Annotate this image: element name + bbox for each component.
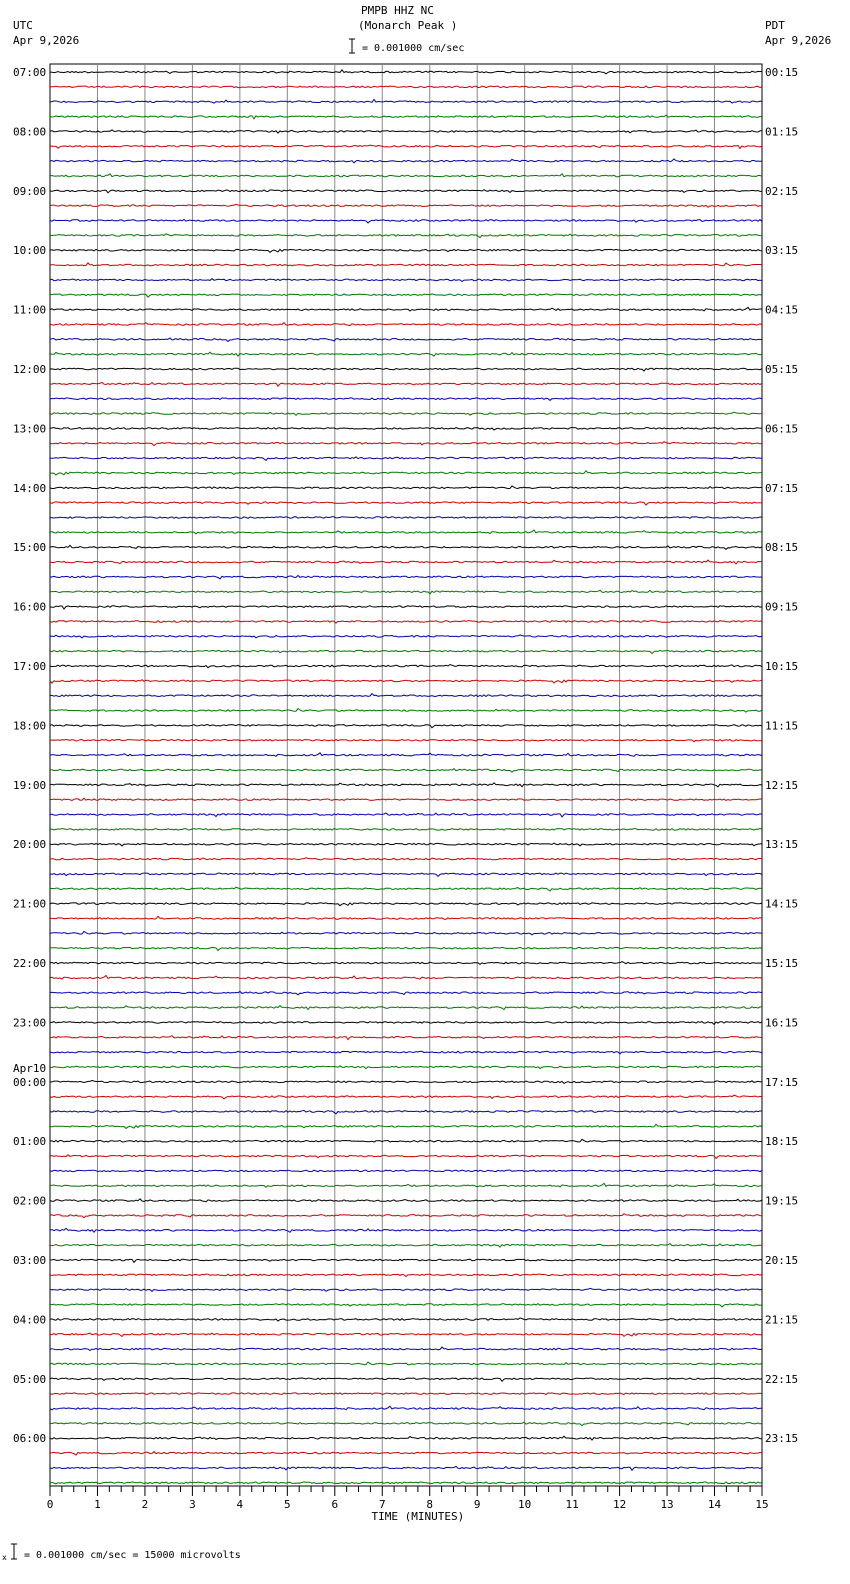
- trace-line: [50, 798, 762, 800]
- trace-line: [50, 130, 762, 133]
- local-hour-label: 08:15: [765, 541, 799, 555]
- trace-line: [50, 338, 762, 342]
- local-hour-label: 18:15: [765, 1135, 799, 1149]
- local-hour-label: 03:15: [765, 244, 799, 258]
- x-tick-label: 0: [46, 1498, 54, 1511]
- trace-line: [50, 665, 762, 668]
- x-tick-label: 4: [236, 1498, 244, 1511]
- trace-line: [50, 590, 762, 594]
- utc-hour-label: 15:00: [13, 541, 47, 555]
- trace-line: [50, 1170, 762, 1172]
- trace-line: [50, 1393, 762, 1395]
- trace-line: [50, 234, 762, 238]
- x-tick-label: 1: [94, 1498, 101, 1511]
- trace-line: [50, 1318, 762, 1321]
- trace-line: [50, 1199, 762, 1202]
- trace-line: [50, 368, 762, 371]
- utc-hour-label: 05:00: [13, 1372, 47, 1386]
- local-hour-label: 07:15: [765, 481, 799, 495]
- utc-hour-label: 02:00: [13, 1194, 47, 1208]
- x-tick-label: 2: [141, 1498, 149, 1511]
- trace-line: [50, 382, 762, 386]
- trace-line: [50, 1080, 762, 1083]
- trace-line: [50, 1036, 762, 1040]
- date-change-label: Apr10: [13, 1061, 47, 1075]
- local-hour-label: 16:15: [765, 1016, 799, 1030]
- trace-line: [50, 1304, 762, 1307]
- trace-line: [50, 873, 762, 876]
- x-axis: [47, 1486, 769, 1523]
- trace-line: [50, 769, 762, 773]
- trace-line: [50, 621, 762, 623]
- utc-hour-label: 00:00: [13, 1075, 47, 1089]
- trace-line: [50, 517, 762, 519]
- trace-line: [50, 1378, 762, 1381]
- local-hour-label: 15:15: [765, 957, 799, 970]
- scale-label: = 0.001000 cm/sec: [362, 43, 465, 54]
- trace-line: [50, 502, 762, 505]
- trace-line: [50, 843, 762, 846]
- utc-hour-label: 07:00: [13, 66, 47, 79]
- local-hour-label: 19:15: [765, 1194, 799, 1208]
- utc-hour-label: 22:00: [13, 957, 47, 970]
- trace-line: [50, 1183, 762, 1187]
- local-hour-labels: [765, 66, 798, 1445]
- local-hour-label: 22:15: [765, 1372, 799, 1386]
- utc-hour-label: 12:00: [13, 363, 47, 376]
- x-tick-label: 6: [331, 1498, 339, 1511]
- trace-line: [50, 486, 762, 489]
- utc-hour-label: 23:00: [13, 1016, 47, 1030]
- trace-line: [50, 753, 762, 757]
- footer-scale-bar-icon: [9, 1543, 19, 1561]
- trace-line: [50, 263, 762, 266]
- trace-line: [50, 1362, 762, 1365]
- right-timezone: PDT: [765, 19, 785, 32]
- local-hour-label: 10:15: [765, 660, 799, 673]
- trace-line: [50, 398, 762, 401]
- utc-hour-label: 10:00: [13, 244, 47, 258]
- trace-line: [50, 352, 762, 356]
- trace-line: [50, 530, 762, 534]
- x-tick-label: 13: [660, 1498, 674, 1511]
- trace-line: [50, 1347, 762, 1351]
- trace-line: [50, 220, 762, 223]
- trace-line: [50, 903, 762, 906]
- left-date: Apr 9,2026: [13, 34, 80, 47]
- utc-hour-label: 13:00: [13, 422, 47, 436]
- trace-line: [50, 159, 762, 163]
- trace-line: [50, 1466, 762, 1470]
- x-tick-label: 12: [612, 1498, 627, 1511]
- local-hour-label: 00:15: [765, 66, 799, 79]
- trace-line: [50, 174, 762, 177]
- trace-group: [50, 70, 762, 1484]
- trace-line: [50, 70, 762, 74]
- x-tick-label: 5: [284, 1498, 291, 1511]
- local-hour-label: 23:15: [765, 1432, 799, 1446]
- x-tick-label: 8: [426, 1498, 434, 1511]
- trace-line: [50, 725, 762, 728]
- local-hour-label: 12:15: [765, 778, 799, 792]
- trace-line: [50, 1124, 762, 1128]
- utc-hour-label: 11:00: [13, 303, 47, 317]
- trace-line: [50, 560, 762, 564]
- x-tick-label: 7: [378, 1498, 386, 1511]
- trace-line: [50, 1139, 762, 1142]
- trace-line: [50, 858, 762, 860]
- local-hour-label: 05:15: [765, 363, 799, 376]
- utc-hour-label: 04:00: [13, 1313, 47, 1327]
- local-hour-label: 20:15: [765, 1254, 799, 1267]
- utc-hour-label: 08:00: [13, 125, 47, 139]
- trace-line: [50, 115, 762, 119]
- chart-grid: [50, 64, 762, 1486]
- trace-line: [50, 1066, 762, 1069]
- local-hour-label: 21:15: [765, 1313, 799, 1327]
- trace-line: [50, 829, 762, 831]
- local-hour-label: 13:15: [765, 838, 799, 852]
- local-hour-label: 11:15: [765, 719, 799, 733]
- trace-line: [50, 680, 762, 683]
- trace-line: [50, 323, 762, 326]
- trace-line: [50, 100, 762, 104]
- footer-marker: x: [2, 1553, 7, 1562]
- trace-line: [50, 887, 762, 891]
- trace-line: [50, 86, 762, 88]
- plot-frame: [50, 64, 762, 1486]
- utc-hour-label: 21:00: [13, 897, 47, 911]
- trace-line: [50, 1482, 762, 1484]
- trace-line: [50, 1006, 762, 1010]
- utc-hour-label: 17:00: [13, 660, 47, 673]
- trace-line: [50, 204, 762, 207]
- trace-line: [50, 190, 762, 193]
- left-timezone: UTC: [13, 19, 33, 32]
- station-title: PMPB HHZ NC: [361, 4, 434, 17]
- trace-line: [50, 991, 762, 995]
- trace-line: [50, 412, 762, 415]
- local-hour-label: 02:15: [765, 184, 799, 198]
- local-hour-label: 04:15: [765, 303, 799, 317]
- trace-line: [50, 947, 762, 950]
- trace-line: [50, 1288, 762, 1291]
- trace-line: [50, 1436, 762, 1440]
- trace-line: [50, 145, 762, 148]
- x-tick-label: 15: [755, 1498, 769, 1511]
- station-location: (Monarch Peak ): [358, 19, 458, 32]
- local-hour-label: 06:15: [765, 422, 799, 436]
- x-tick-label: 14: [707, 1498, 722, 1511]
- trace-line: [50, 1333, 762, 1336]
- utc-hour-label: 01:00: [13, 1135, 47, 1149]
- x-tick-label: 9: [473, 1498, 481, 1511]
- trace-line: [50, 1422, 762, 1426]
- trace-line: [50, 740, 762, 742]
- trace-line: [50, 606, 762, 609]
- trace-line: [50, 442, 762, 446]
- trace-line: [50, 931, 762, 935]
- x-tick-label: 3: [189, 1498, 196, 1511]
- trace-line: [50, 294, 762, 297]
- trace-line: [50, 813, 762, 817]
- x-tick-label: 11: [565, 1498, 579, 1511]
- x-tick-label: 10: [518, 1498, 532, 1511]
- local-hour-label: 14:15: [765, 897, 799, 911]
- utc-hour-label: 16:00: [13, 600, 47, 614]
- trace-line: [50, 279, 762, 282]
- utc-hour-label: 09:00: [13, 184, 47, 198]
- trace-line: [50, 1406, 762, 1410]
- trace-line: [50, 471, 762, 475]
- trace-line: [50, 635, 762, 638]
- trace-line: [50, 457, 762, 461]
- utc-hour-label: 19:00: [13, 778, 47, 792]
- trace-line: [50, 1155, 762, 1159]
- utc-hour-label: 18:00: [13, 719, 47, 733]
- trace-line: [50, 916, 762, 919]
- local-hour-label: 09:15: [765, 600, 799, 614]
- utc-hour-label: 20:00: [13, 838, 47, 852]
- trace-line: [50, 694, 762, 697]
- trace-line: [50, 1452, 762, 1456]
- trace-line: [50, 427, 762, 430]
- trace-line: [50, 1214, 762, 1218]
- x-axis-label: TIME (MINUTES): [371, 1510, 465, 1523]
- trace-line: [50, 1274, 762, 1276]
- trace-line: [50, 1022, 762, 1025]
- utc-hour-labels: [13, 66, 46, 1445]
- trace-line: [50, 783, 762, 787]
- trace-line: [50, 1244, 762, 1248]
- local-hour-label: 17:15: [765, 1075, 799, 1089]
- trace-line: [50, 545, 762, 549]
- trace-line: [50, 709, 762, 713]
- utc-hour-label: 03:00: [13, 1254, 47, 1267]
- trace-line: [50, 650, 762, 653]
- trace-line: [50, 1051, 762, 1054]
- trace-line: [50, 249, 762, 252]
- trace-line: [50, 1259, 762, 1262]
- trace-line: [50, 976, 762, 980]
- trace-line: [50, 307, 762, 311]
- right-date: Apr 9,2026: [765, 34, 832, 47]
- trace-line: [50, 962, 762, 965]
- utc-hour-label: 14:00: [13, 481, 47, 495]
- local-hour-label: 01:15: [765, 125, 799, 139]
- footer-scale-note: = 0.001000 cm/sec = 15000 microvolts: [24, 1550, 241, 1561]
- trace-line: [50, 1110, 762, 1114]
- trace-line: [50, 575, 762, 579]
- trace-line: [50, 1095, 762, 1099]
- utc-hour-label: 06:00: [13, 1432, 47, 1446]
- trace-line: [50, 1228, 762, 1232]
